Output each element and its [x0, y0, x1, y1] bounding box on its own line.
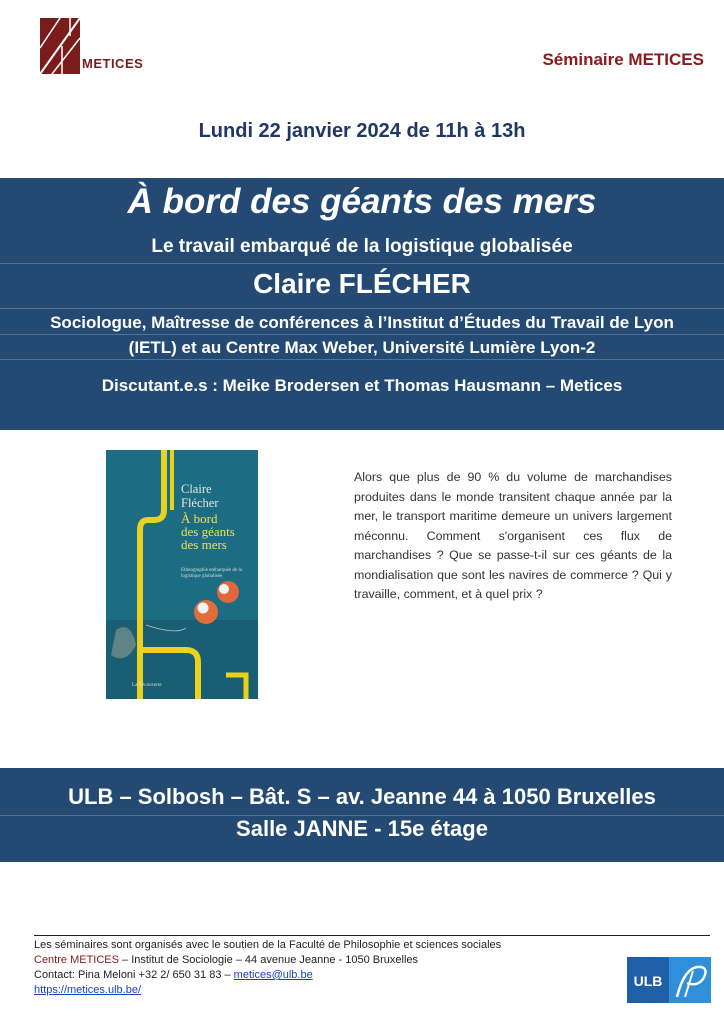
speaker-name: Claire FLÉCHER — [253, 268, 471, 299]
banner-divider — [0, 359, 724, 360]
book-author: Claire Flécher — [181, 482, 219, 510]
logo-text: METICES — [82, 56, 144, 71]
location-room: Salle JANNE - 15e étage — [236, 816, 488, 841]
ulb-logo — [627, 957, 711, 1003]
discussants: Discutant.e.s : Meike Brodersen et Thomas Hausmann – Metices — [101, 376, 623, 395]
banner-divider — [0, 308, 724, 309]
speaker-affiliation: Sociologue, Maîtresse de conférences à l’Institut d’Études du Travail de Lyon — [50, 313, 674, 332]
email-link[interactable]: metices@ulb.be — [233, 969, 313, 981]
footer-website — [34, 983, 501, 998]
event-date: Lundi 22 janvier 2024 de 11h à 13h — [198, 120, 526, 142]
centre-name: Centre METICES — [34, 954, 119, 966]
book-title: À bord des géants des mers — [181, 511, 235, 552]
seminar-series-title: Séminaire METICES — [542, 50, 704, 69]
footer-centre — [34, 953, 501, 968]
talk-subtitle: Le travail embarqué de la logistique globalisée — [151, 236, 573, 257]
footer-support: Les séminaires sont organisés avec le soutien de la Faculté de Philosophie et sciences sociales — [34, 939, 502, 951]
speaker-affiliation-cont: (IETL) et au Centre Max Weber, Université Lumière Lyon-2 — [128, 338, 596, 357]
talk-summary: Alors que plus de 90 % du volume de marchandises produites dans le monde transitent chaque année par la mer, le transport maritime demeure un univers largement méconnu. Comment s'organisent ces flux de marchandises ? Que se passe-t-il sur ces géants de la mondialisation que sont les navires de commerce ? Qui y travaille, comment, et à quel prix ? — [354, 470, 672, 601]
book-cover — [106, 450, 258, 699]
website-link[interactable]: https://metices.ulb.be/ — [34, 984, 141, 996]
location-address: ULB – Solbosh – Bât. S – av. Jeanne 44 à 1050 Bruxelles — [68, 784, 656, 809]
footer-rule — [34, 935, 710, 936]
book-tagline: Ethnographie embarquée de la logistique globalisée — [181, 568, 242, 579]
footer-contact — [34, 968, 501, 983]
banner-divider — [0, 334, 724, 335]
book-publisher: La Découverte — [132, 683, 162, 688]
centre-address: – Institut de Sociologie – 44 avenue Jeanne - 1050 Bruxelles — [118, 954, 419, 966]
talk-title: À bord des géants des mers — [127, 182, 597, 221]
contact-text: Contact: Pina Meloni +32 2/ 650 31 83 – — [34, 969, 234, 981]
banner-divider — [0, 263, 724, 264]
ulb-logo-text: ULB — [633, 973, 663, 989]
footer — [34, 938, 501, 998]
